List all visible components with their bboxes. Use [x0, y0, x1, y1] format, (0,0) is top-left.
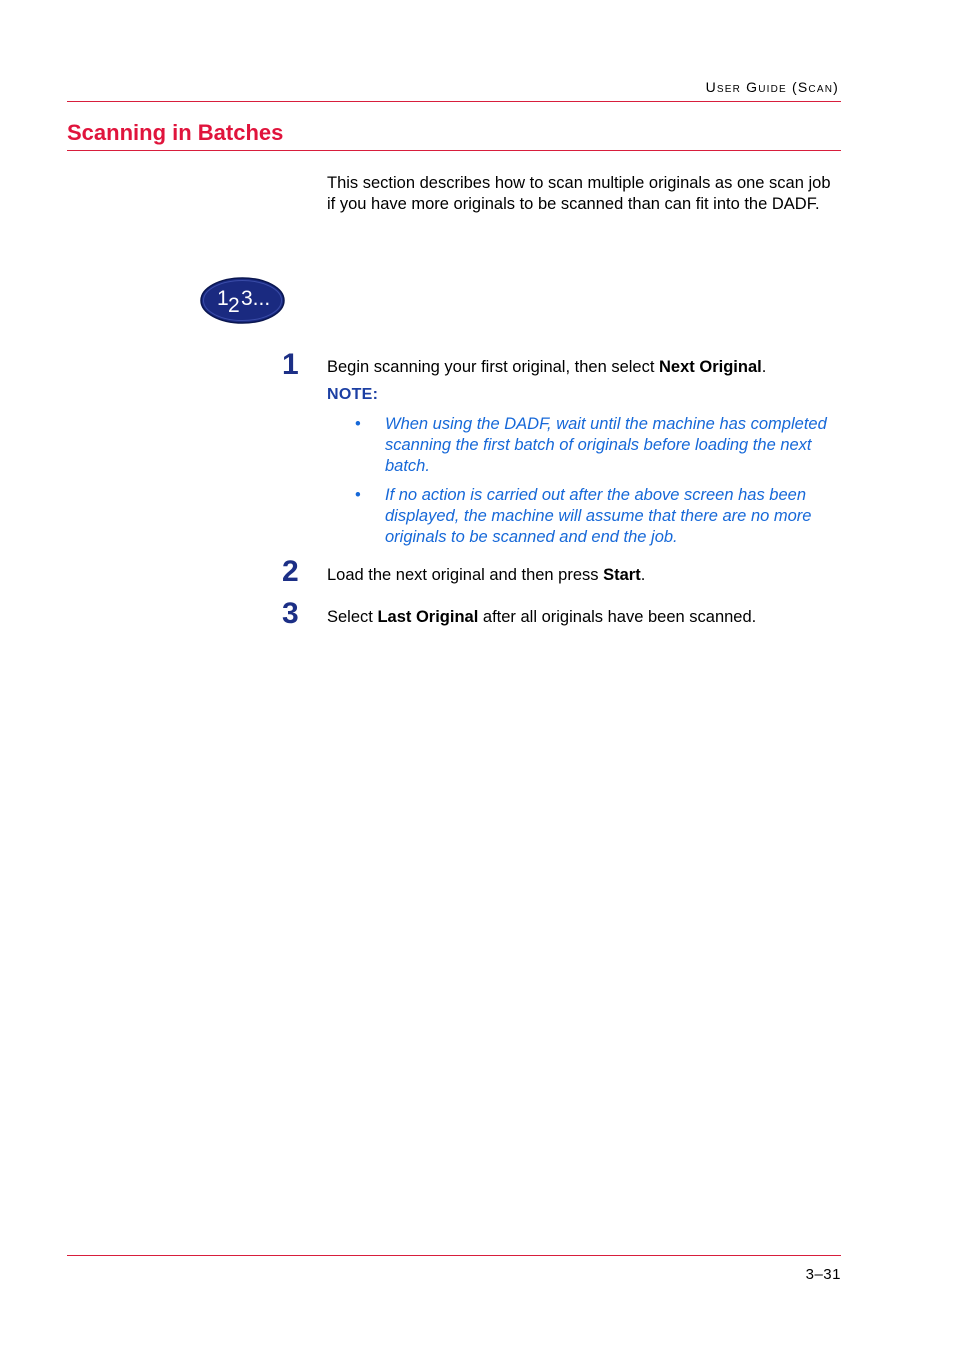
note-item	[355, 414, 845, 477]
badge-digit-1: 1	[217, 287, 229, 310]
footer-rule	[67, 1255, 841, 1256]
step-bold-term: Next Original	[659, 358, 762, 376]
badge-digit-2: 2	[228, 294, 240, 317]
running-header: User Guide (Scan)	[705, 79, 839, 95]
step-number: 1	[282, 348, 299, 381]
bullet-icon: •	[355, 486, 361, 504]
step-text: Select Last Original after all originals have been scanned.	[327, 608, 757, 626]
title-rule	[67, 150, 841, 151]
step-number: 2	[282, 555, 299, 588]
step-text: Load the next original and then press Start.	[327, 566, 646, 584]
section-title: Scanning in Batches	[67, 120, 284, 145]
step-bold-term: Start	[603, 566, 641, 584]
bullet-icon: •	[355, 415, 361, 433]
step-text: Begin scanning your first original, then select Next Original.	[327, 358, 767, 376]
page-number: 3–31	[805, 1266, 841, 1283]
note-label: NOTE:	[327, 386, 379, 403]
step-number: 3	[282, 597, 299, 630]
note-text: If no action is carried out after the above screen has been displayed, the machine will assume that there are no more originals to be scanned and end the job.	[385, 486, 812, 546]
numbered-steps-icon	[200, 277, 285, 324]
badge-digit-3: 3...	[241, 287, 271, 310]
intro-paragraph: This section describes how to scan multiple originals as one scan job if you have more originals to be scanned than can fit into the DADF.	[327, 174, 831, 213]
step-bold-term: Last Original	[377, 608, 479, 626]
header-rule	[67, 101, 841, 102]
note-text: When using the DADF, wait until the machine has completed scanning the first batch of originals before loading the next batch.	[385, 415, 827, 475]
note-item	[355, 485, 845, 548]
